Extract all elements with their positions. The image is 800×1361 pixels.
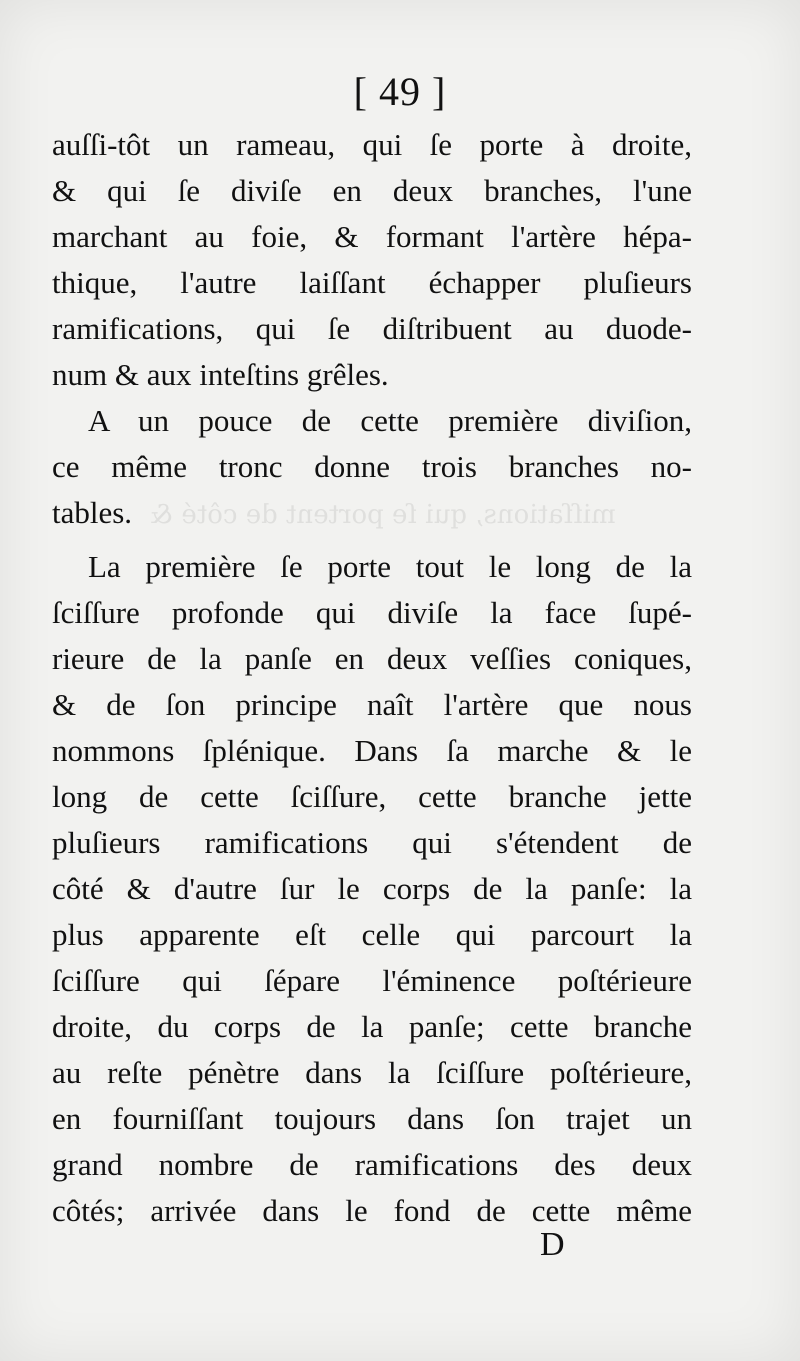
text-line: thique, l'autre laiſſant échapper pluſieurs xyxy=(52,265,692,300)
text-line: ramifications, qui ſe diſtribuent au duode- xyxy=(52,311,692,346)
text-line: ce même tronc donne trois branches no- xyxy=(52,449,692,484)
show-through-text: miſſations, qui ſe portent de côté & xyxy=(150,500,616,530)
text-line: auſſi-tôt un rameau, qui ſe porte à droite, xyxy=(52,127,692,162)
page-number-header: [ 49 ] xyxy=(353,69,447,114)
text-line: & qui ſe diviſe en deux branches, l'une xyxy=(52,173,692,208)
paragraph xyxy=(52,544,692,1234)
text-line: marchant au foie, & formant l'artère hépa- xyxy=(52,219,692,254)
text-line: nommons ſplénique. Dans ſa marche & le xyxy=(52,733,692,768)
text-line: grand nombre de ramifications des deux xyxy=(52,1147,692,1182)
text-line: rieure de la panſe en deux veſſies coniques, xyxy=(52,641,692,676)
body-text xyxy=(52,122,692,1234)
text-line: côtés; arrivée dans le fond de cette même xyxy=(52,1193,692,1228)
text-line: pluſieurs ramifications qui s'étendent de xyxy=(52,825,692,860)
text-line: en fourniſſant toujours dans ſon trajet un xyxy=(52,1101,692,1136)
text-line: côté & d'autre ſur le corps de la panſe: la xyxy=(52,871,692,906)
signature-mark: D xyxy=(540,1226,565,1263)
text-line: tables. xyxy=(52,495,133,530)
text-line: & de ſon principe naît l'artère que nous xyxy=(52,687,692,722)
text-line: A un pouce de cette première diviſion, xyxy=(88,403,692,438)
text-line: ſciſſure qui ſépare l'éminence poſtérieure xyxy=(52,963,692,998)
text-line: ſciſſure profonde qui diviſe la face ſupé- xyxy=(52,595,692,630)
paragraph xyxy=(52,398,692,536)
text-line: droite, du corps de la panſe; cette branche xyxy=(52,1009,692,1044)
paragraph xyxy=(52,122,692,398)
text-line: plus apparente eſt celle qui parcourt la xyxy=(52,917,692,952)
text-line: La première ſe porte tout le long de la xyxy=(88,549,692,584)
text-line: num & aux inteſtins grêles. xyxy=(52,357,389,392)
text-line: au reſte pénètre dans la ſciſſure poſtérieure, xyxy=(52,1055,692,1090)
text-line: long de cette ſciſſure, cette branche jette xyxy=(52,779,692,814)
